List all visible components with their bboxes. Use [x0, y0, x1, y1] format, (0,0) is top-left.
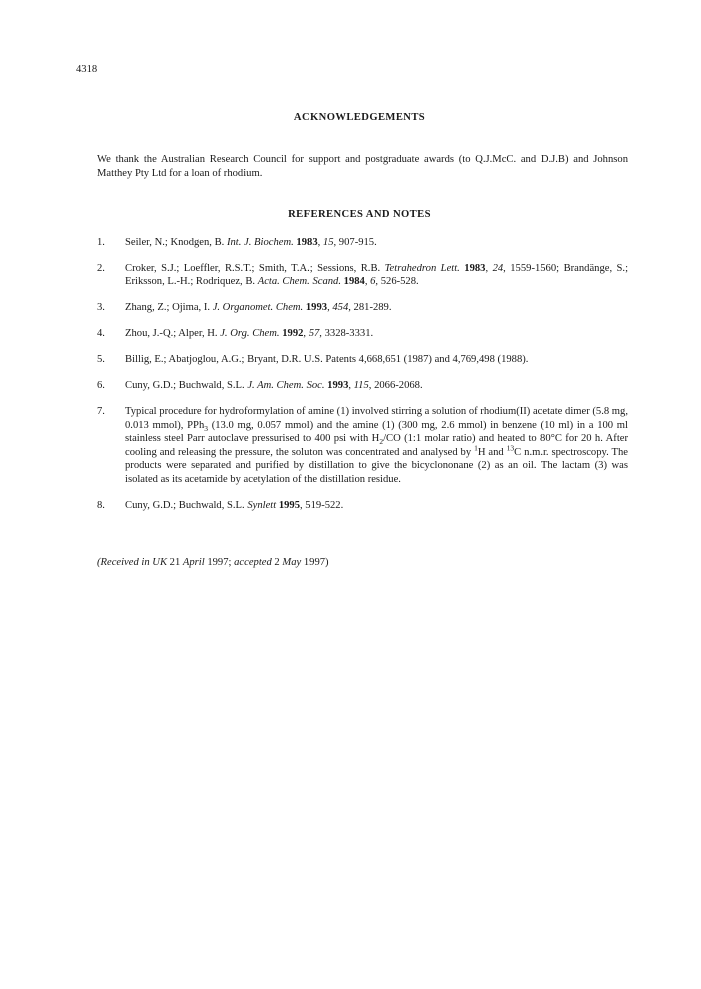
superscript: 1 [474, 443, 478, 453]
reference-pages: 2066-2068. [374, 380, 423, 392]
reference-authors: Cuny, G.D.; Buchwald, S.L. [125, 380, 245, 392]
reference-year: 1992 [282, 328, 304, 340]
reference-year: 1984 [343, 276, 365, 288]
reference-number: 2. [97, 262, 105, 274]
reference-authors: Seiler, N.; Knodgen, B. [125, 237, 225, 248]
reference-authors: Brandänge, S.; Eriksson, L.-H.; Rodriquez, B. [125, 262, 629, 288]
reference-volume: 454 [332, 302, 349, 314]
reference-3: 3. Zhang, Z.; Ojima, I. J. Organomet. Chem. 1993, 454, 281-289. [97, 302, 392, 314]
references-heading: REFERENCES AND NOTES [288, 209, 431, 220]
reference-pages: 281-289. [353, 302, 392, 314]
reference-number: 5. [97, 354, 105, 366]
reference-number: 1. [97, 237, 105, 248]
reference-year: 1983 [296, 237, 318, 248]
reference-volume: 6 [370, 276, 376, 288]
reference-number: 8. [97, 499, 105, 511]
reference-journal: Int. J. Biochem. [226, 237, 294, 248]
reference-authors: Croker, S.J.; Loeffler, R.S.T.; Smith, T.A.; Sessions, R.B. [125, 262, 381, 274]
subscript: 2 [379, 437, 384, 447]
reference-authors: Zhou, J.-Q.; Alper, H. [125, 328, 218, 340]
reference-2: 2. Croker, S.J.; Loeffler, R.S.T.; Smith, T.A.; Sessions, R.B. Tetrahedron Lett. 1983, 24, 1559-1560; Brandänge, S.; Eriksson, L.-H.; Rodriquez, B. Acta. Chem. Scand. 1984, 6, 526-528. [97, 262, 629, 288]
reference-journal: Tetrahedron Lett. [384, 262, 460, 274]
reference-volume: 15 [322, 237, 334, 248]
acknowledgements-heading: ACKNOWLEDGEMENTS [293, 112, 426, 123]
reference-year: 1983 [464, 262, 486, 274]
superscript: 13 [506, 443, 515, 453]
reference-volume: 115 [353, 380, 369, 392]
reference-8: 8. Cuny, G.D.; Buchwald, S.L. Synlett 1995, 519-522. [97, 499, 344, 511]
reference-year: 1993 [327, 380, 349, 392]
reference-number: 6. [97, 380, 105, 392]
reference-number: 7. [97, 405, 105, 417]
reference-journal: J. Org. Chem. [220, 328, 280, 340]
reference-pages: 907-915. [338, 237, 377, 248]
reference-note-text: Typical procedure for hydroformylation of amine (1) involved stirring a solution of rhodium(II) acetate dimer (5.8 mg, 0.013 mmol), PPh$_3$ (13.0 mg, 0.057 mmol) and the amine (1) (300 mg, 2.6 mmol) in benzene (10 ml) in a 100 ml stainless steel Parr autoclave pressurised to 400 psi with $H_2/CO$ (1:1 molar ratio) and heated to 80°C for 20 h. After cooling and releasing the pressure, the soluton was concentrated and analysed by $^1$H and $^{13}$C n.m.r. spectroscopy. The products were separated and purified by distillation to give the bicyclononane (2) as an oil. The lactam (3) was isolated as its acetamide by acetylation of the distillation residue. [125, 405, 628, 485]
reference-pages: 519-522. [305, 499, 344, 511]
acknowledgements-text: We thank the Australian Research Council for support and postgraduate awards (to Q.J.McC. and D.J.B) and Johnson Matthey Pty Ltd for a loan of rhodium. [97, 154, 628, 179]
reference-pages: 1559-1560; [510, 262, 560, 274]
reference-authors: Zhang, Z.; Ojima, I. [125, 302, 211, 314]
reference-volume: 24 [492, 262, 504, 274]
accepted-label: accepted [234, 557, 272, 568]
reference-volume: 57 [308, 328, 320, 340]
reference-journal: Acta. Chem. Scand. [257, 276, 341, 288]
reference-authors: Cuny, G.D.; Buchwald, S.L. [125, 499, 245, 511]
received-line: (Received in UK 21 April 1997; accepted 2 May 1997) [97, 557, 329, 568]
reference-5 [97, 353, 628, 367]
reference-journal: Synlett [247, 499, 277, 511]
reference-number: 3. [97, 302, 105, 314]
reference-journal: J. Organomet. Chem. [212, 302, 304, 314]
reference-6: 6. Cuny, G.D.; Buchwald, S.L. J. Am. Chem. Soc. 1993, 115, 2066-2068. [97, 380, 423, 392]
subscript: 3 [204, 423, 208, 433]
received-label: Received in UK [100, 557, 168, 568]
reference-1: 1. Seiler, N.; Knodgen, B. Int. J. Biochem. 1983, 15, 907-915. [97, 237, 377, 248]
reference-year: 1993 [305, 302, 328, 314]
reference-pages: 526-528. [380, 276, 419, 288]
reference-number: 4. [97, 328, 105, 340]
reference-pages: 3328-3331. [324, 328, 374, 340]
reference-list [97, 236, 628, 525]
reference-year: 1995 [278, 499, 300, 511]
reference-7 [97, 405, 628, 487]
reference-text: Billig, E.; Abatjoglou, A.G.; Bryant, D.R. U.S. Patents 4,668,651 (1987) and 4,769,498 (1988). [125, 354, 529, 366]
page-number: 4318 [76, 64, 98, 75]
reference-4: 4. Zhou, J.-Q.; Alper, H. J. Org. Chem. 1992, 57, 3328-3331. [97, 328, 374, 340]
reference-journal: J. Am. Chem. Soc. [247, 380, 325, 392]
